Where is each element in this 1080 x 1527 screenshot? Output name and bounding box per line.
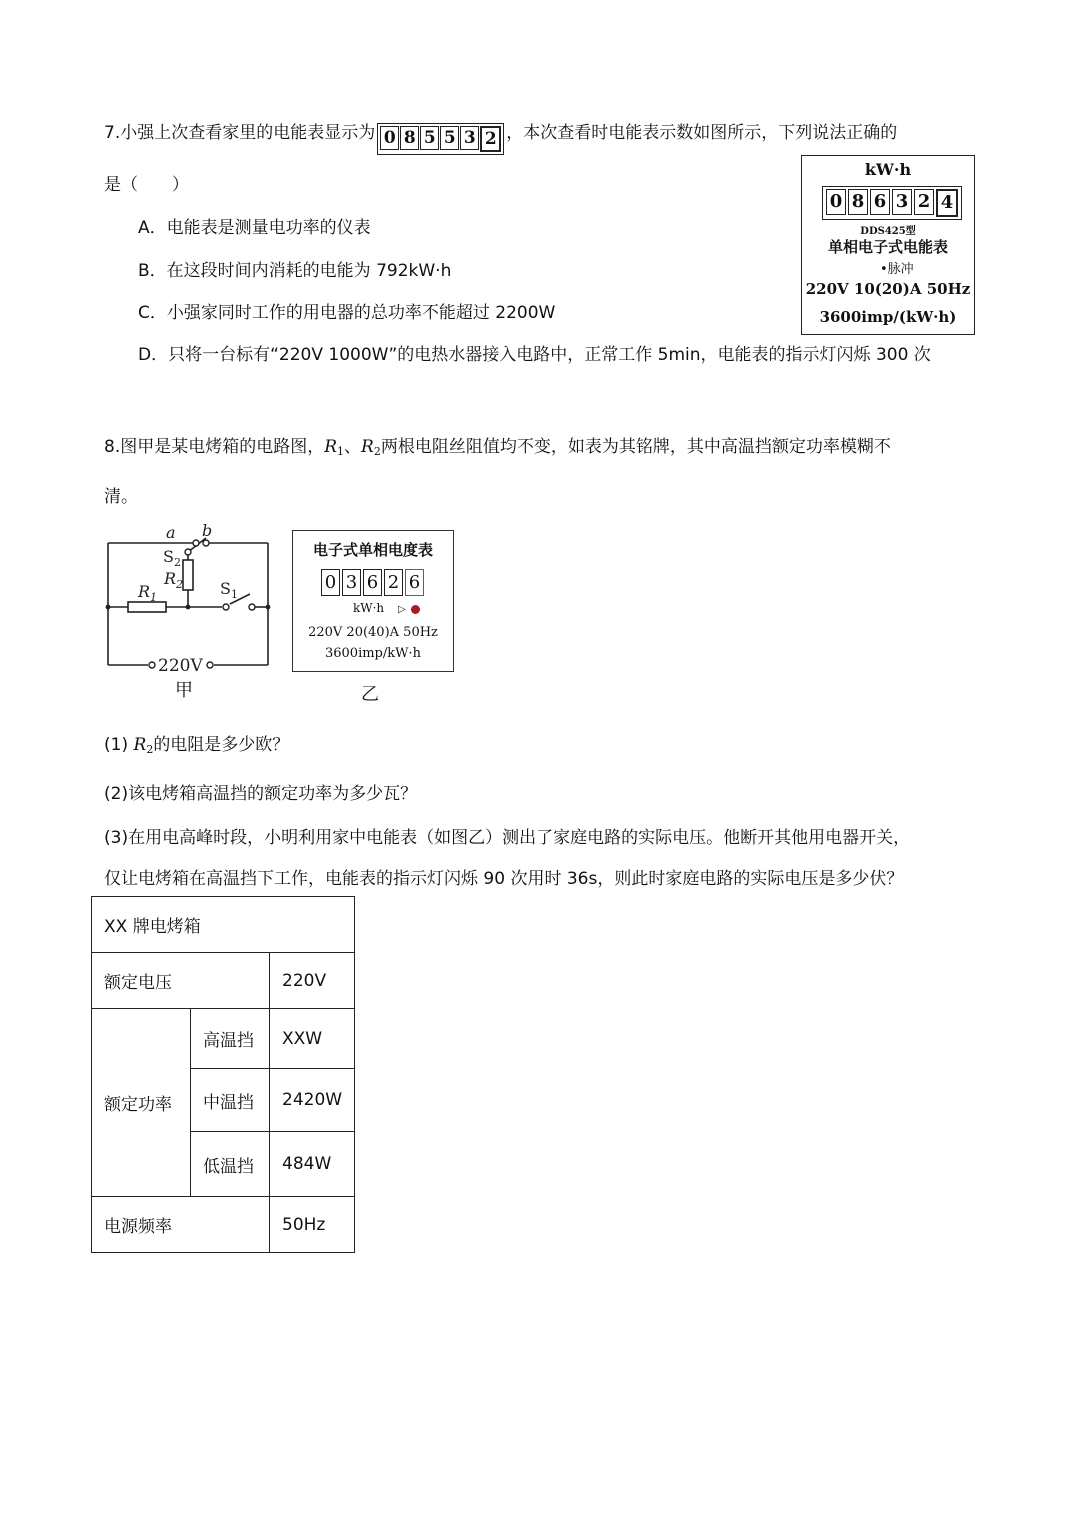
digit: 5 [420, 126, 439, 150]
label-s1: $S_1$ [220, 579, 238, 601]
r-subscript: 1 [337, 445, 345, 458]
r1-symbol [324, 437, 344, 457]
digit: 6 [363, 569, 382, 596]
label-voltage: 220V [158, 656, 203, 676]
s2-pivot [185, 549, 191, 555]
high-temp-label: 高温挡 [191, 1009, 270, 1069]
terminal-a [193, 540, 199, 546]
digit: 0 [321, 569, 340, 596]
q8-sub-question-2: (2)该电烤箱高温挡的额定功率为多少瓦？ [104, 784, 418, 804]
q7-stem-text-b: ，本次查看时电能表示数如图所示，下列说法正确的 [506, 123, 898, 143]
digit: 4 [936, 189, 958, 217]
q8-stem-text-b: 两根电阻丝阻值均不变，如表为其铭牌，其中高温挡额定功率模糊不 [380, 437, 891, 457]
junction-mid [186, 605, 191, 610]
label-r1: $R_1$ [138, 582, 158, 604]
meter-name: 单相电子式电能表 [827, 238, 948, 256]
q7-option-d: D．只将一台标有“220V 1000W”的电热水器接入电路中，正常工作 5min，电能表的指示灯闪烁 300 次 [138, 345, 931, 365]
digit: 8 [400, 126, 419, 150]
digit: 2 [384, 569, 403, 596]
r-letter: R [324, 437, 338, 457]
meter-digits [822, 186, 962, 220]
separator: 、 [344, 437, 362, 457]
resistor-r2 [183, 560, 193, 590]
meter-imp: 3600imp/(kW·h) [819, 308, 957, 326]
digit: 3 [342, 569, 361, 596]
meter-spec: 220V 10(20)A 50Hz [805, 280, 971, 298]
caption-yi: 乙 [361, 684, 379, 705]
low-temp-label: 低温挡 [191, 1132, 270, 1197]
q8-stem-text-a: 8.图甲是某电烤箱的电路图， [104, 437, 325, 457]
q7-stem-line2: 是（ ） [104, 175, 189, 195]
caption-jia: 甲 [175, 680, 193, 701]
junction-left [106, 605, 111, 610]
resistor-r1 [128, 602, 166, 612]
high-temp-value: XXW [270, 1009, 355, 1069]
q8-sub-question-3-line2: 仅让电烤箱在高温挡下工作，电能表的指示灯闪烁 90 次用时 36s，则此时家庭电路的实际电压是多少伏？ [104, 869, 904, 889]
meter-unit: kW·h [864, 160, 912, 179]
power-terminal-left [149, 662, 155, 668]
mid-temp-label: 中温挡 [191, 1069, 270, 1132]
r-letter: R [133, 735, 147, 755]
sub-q-number: (1) [104, 735, 129, 755]
q7-option-a: A．电能表是测量电功率的仪表 [138, 218, 371, 238]
indicator-arrow-icon: ▷ [398, 604, 406, 615]
q7-option-b: B．在这段时间内消耗的电能为 792kW·h [138, 261, 452, 281]
label-r2: $R_2$ [164, 569, 184, 591]
q7-stem-line1 [104, 118, 897, 155]
low-temp-value: 484W [270, 1132, 355, 1197]
r-subscript: 2 [146, 743, 154, 756]
meter-unit: kW·h [353, 601, 385, 615]
r-letter: R [361, 437, 374, 457]
table-row [92, 953, 355, 1009]
r2-symbol [134, 735, 154, 755]
q8-stem-line1 [104, 432, 891, 458]
rated-power-label: 额定功率 [92, 1009, 191, 1197]
q7-option-c: C．小强家同时工作的用电器的总功率不能超过 2200W [138, 303, 556, 323]
label-s2: $S_2$ [163, 547, 181, 569]
frequency-label: 电源频率 [92, 1197, 270, 1253]
q8-sub-question-3-line1: (3)在用电高峰时段，小明利用家中电能表（如图乙）测出了家庭电路的实际电压。他断开其他用电器开关， [104, 828, 911, 848]
oven-nameplate-table [91, 896, 355, 1253]
q7-meter-figure [801, 155, 975, 335]
r-subscript: 2 [373, 445, 381, 458]
table-row [92, 1197, 355, 1253]
label-b: b [202, 521, 213, 540]
table-title: XX 牌电烤箱 [92, 897, 355, 953]
frequency-value: 50Hz [270, 1197, 355, 1253]
s1-pivot [223, 604, 229, 610]
digit: 0 [826, 189, 846, 215]
digit: 5 [440, 126, 459, 150]
digit: 3 [460, 126, 479, 150]
digit-red: 6 [405, 569, 424, 596]
meter-pulse: •脉冲 [880, 262, 914, 277]
label-a: a [166, 523, 176, 542]
digit: 0 [380, 126, 399, 150]
power-terminal-right [207, 662, 213, 668]
rated-voltage-label: 额定电压 [92, 953, 270, 1009]
meter-title: 电子式单相电度表 [312, 541, 433, 559]
digit: 2 [914, 189, 934, 215]
mid-temp-value: 2420W [270, 1069, 355, 1132]
s1-contact [249, 604, 255, 610]
meter-imp: 3600imp/kW·h [324, 646, 421, 661]
q7-stem-text-a: 7.小强上次查看家里的电能表显示为 [104, 123, 376, 143]
digit: 8 [848, 189, 868, 215]
q7-previous-reading [377, 123, 504, 155]
q8-circuit-diagram [100, 520, 280, 700]
table-row [92, 897, 355, 953]
meter-spec: 220V 20(40)A 50Hz [308, 625, 438, 640]
q8-stem-line2: 清。 [104, 487, 138, 507]
digit: 2 [480, 126, 501, 152]
junction-right [266, 605, 271, 610]
digit: 3 [892, 189, 912, 215]
digit: 6 [870, 189, 890, 215]
r2-symbol [361, 437, 381, 457]
q8-sub-question-1 [104, 730, 289, 756]
meter-model: DDS425型 [860, 226, 916, 237]
q8-meter-figure [292, 530, 454, 672]
meter-digits [321, 569, 426, 596]
terminal-b [203, 540, 209, 546]
sub-q-text: 的电阻是多少欧？ [153, 735, 290, 755]
rated-voltage-value: 220V [270, 953, 355, 1009]
indicator-light-icon [411, 605, 420, 614]
table-row [92, 1009, 355, 1069]
